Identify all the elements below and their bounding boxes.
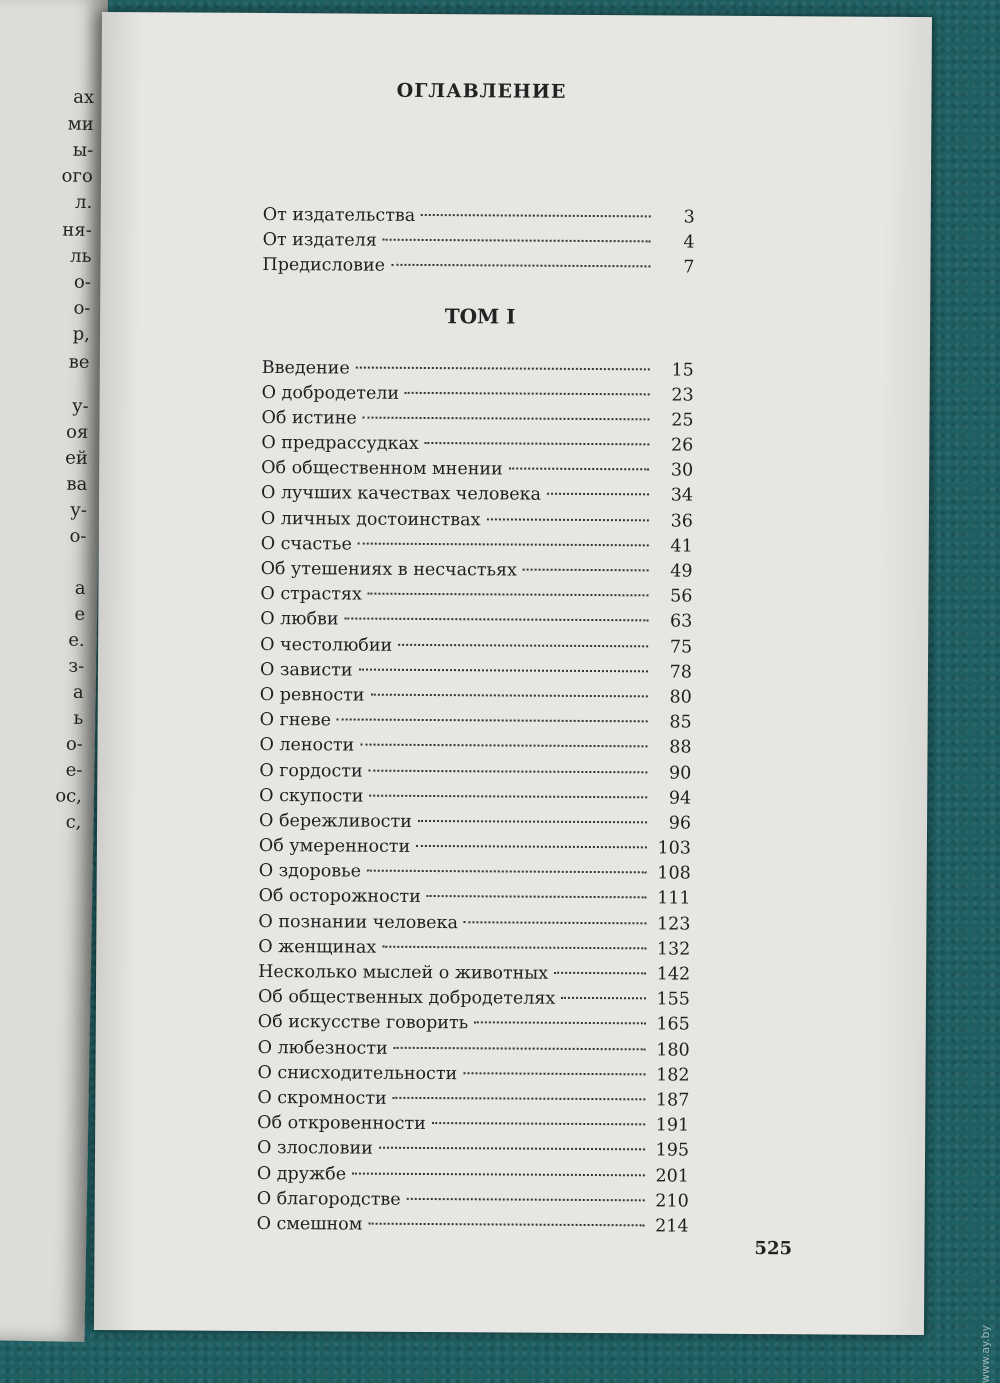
toc-entry-page: 56 [670, 586, 693, 607]
dot-leader [398, 626, 648, 647]
left-page-text-fragment: о- [69, 525, 87, 547]
dot-leader [368, 575, 649, 596]
toc-entry-page: 41 [670, 536, 693, 557]
dot-leader [379, 1130, 645, 1151]
left-page-text-fragment: ого [61, 165, 93, 187]
left-page-text-fragment: з- [68, 655, 85, 677]
dot-leader [363, 399, 650, 420]
toc-entry-title: Об общественном мнении [261, 458, 503, 480]
toc-entry-page: 30 [670, 460, 694, 481]
toc-entry-page: 191 [655, 1115, 690, 1136]
dot-leader [427, 878, 647, 899]
left-page-text-fragment: л. [74, 191, 93, 213]
dot-leader [352, 1155, 645, 1176]
toc-entry-title: Об общественных добродетелях [257, 987, 556, 1009]
toc-entry-page: 15 [671, 359, 694, 381]
dot-leader [356, 349, 650, 370]
toc-entry-page: 36 [670, 511, 693, 532]
toc-entry-title: О лучших качествах человека [261, 483, 542, 506]
toc-entry-page: 26 [671, 435, 694, 456]
toc-entry-page: 182 [656, 1065, 690, 1086]
toc-entry-page: 123 [656, 914, 691, 935]
toc-entry-title: О зависти [259, 659, 353, 681]
dot-leader [405, 374, 650, 395]
dot-leader [337, 701, 648, 722]
dot-leader [523, 551, 649, 571]
volume-toc [257, 353, 694, 1237]
toc-entry-page: 210 [655, 1191, 689, 1212]
toc-entry-title: Несколько мыслей о животных [258, 961, 549, 984]
left-page-text-fragment: а [72, 681, 84, 703]
toc-entry-title: О личных достоинствах [260, 508, 481, 530]
dot-leader [358, 525, 649, 546]
toc-entry-page: 94 [668, 788, 692, 809]
dot-leader [367, 852, 647, 873]
toc-entry-title: О смешном [256, 1213, 363, 1235]
toc-entry-title: Об истине [261, 407, 357, 429]
left-page-text-fragment: ве [68, 351, 90, 373]
dot-leader [370, 777, 648, 798]
toc-entry-title: О злословии [257, 1138, 373, 1159]
toc-entry-page: 103 [657, 838, 691, 859]
toc-entry-page: 187 [655, 1090, 690, 1111]
left-page-text-fragment: е- [65, 759, 83, 781]
dot-leader [393, 1079, 646, 1100]
left-page-text-fragment: о- [73, 297, 91, 319]
left-page-text-fragment: у- [71, 395, 89, 417]
left-page-text-fragment: с, [65, 811, 82, 833]
dot-leader [369, 752, 648, 773]
toc-entry-title: О скупости [259, 785, 364, 807]
toc-entry-title: О любезности [257, 1037, 388, 1059]
left-page-text-fragment: ей [65, 447, 89, 469]
left-page-text-fragment: у- [70, 499, 88, 521]
dot-leader [554, 954, 646, 974]
toc-entry [257, 1209, 689, 1237]
toc-entry-page: 201 [655, 1165, 689, 1187]
toc-entry-page: 75 [669, 637, 693, 658]
dot-leader [371, 676, 648, 697]
toc-entry-title: Введение [261, 357, 350, 379]
toc-entry-page: 111 [657, 888, 691, 910]
watermark: www.ay.by [979, 1325, 992, 1383]
toc-entry-title: О скромности [257, 1087, 387, 1109]
dot-leader [432, 1105, 646, 1126]
left-page-text-fragment: е. [68, 629, 85, 651]
toc-entry-page: 63 [669, 611, 693, 632]
toc-entry-page: 4 [683, 232, 695, 253]
left-page-text-fragment: ь [73, 707, 84, 729]
dot-leader [359, 651, 649, 672]
dot-leader [382, 928, 646, 949]
left-page-text-fragment: ы- [72, 139, 94, 161]
dot-leader [421, 196, 651, 217]
left-page-text-fragment: а [74, 577, 86, 599]
dot-leader [561, 980, 646, 1000]
left-page-edge [0, 0, 108, 1342]
toc-entry-title: О ревности [259, 684, 365, 706]
toc-entry [262, 250, 694, 278]
dot-leader [486, 500, 649, 520]
left-page-text-fragment: ми [67, 113, 94, 136]
dot-leader [463, 1054, 645, 1075]
dot-leader [418, 802, 647, 823]
toc-entry-page: 180 [656, 1039, 690, 1061]
toc-entry-page: 7 [683, 257, 695, 278]
toc-entry-title: О гневе [259, 710, 332, 731]
toc-entry-title: Об осторожности [258, 886, 421, 908]
toc-entry-title: О добродетели [261, 382, 400, 404]
page-number: 525 [754, 1238, 793, 1260]
left-page-text-fragment: ль [69, 245, 92, 267]
dot-leader [383, 221, 651, 242]
toc-entry-title: О женщинах [258, 936, 377, 958]
left-page-text-fragment: р, [72, 323, 91, 345]
dot-leader [368, 1205, 644, 1226]
toc-entry-page: 165 [656, 1014, 690, 1035]
dot-leader [360, 726, 647, 747]
toc-entry-title: О страстях [260, 584, 362, 605]
toc-entry-page: 88 [669, 737, 692, 758]
left-page-text-fragment: ва [66, 473, 88, 495]
toc-entry-title: От издательства [262, 204, 416, 226]
toc-entry-title: Об откровенности [257, 1113, 426, 1135]
toc-entry-page: 3 [683, 207, 695, 228]
left-page-text-fragment: оя [65, 421, 89, 443]
page-title: ОГЛАВЛЕНИЕ [396, 79, 567, 103]
dot-leader [547, 476, 649, 496]
dot-leader [391, 246, 651, 267]
toc-entry-title: О предрассудках [261, 433, 419, 455]
toc-entry-page: 142 [656, 964, 691, 985]
intro-toc [262, 200, 694, 278]
toc-entry-page: 195 [655, 1140, 690, 1161]
volume-title: ТОМ I [444, 304, 516, 329]
toc-entry-title: Об искусстве говорить [257, 1012, 469, 1034]
toc-entry-title: Об умеренности [258, 836, 411, 857]
toc-entry-page: 96 [668, 813, 692, 834]
left-page-text-fragment: е [74, 603, 86, 625]
toc-entry-title: О бережливости [259, 810, 412, 832]
dot-leader [509, 450, 650, 470]
toc-entry-title: О снисходительности [257, 1062, 458, 1084]
dot-leader [407, 1180, 645, 1201]
toc-entry-title: Предисловие [262, 254, 386, 276]
toc-entry-page: 90 [669, 762, 692, 784]
left-page-text-fragment: о- [65, 733, 84, 755]
toc-entry-page: 34 [670, 485, 694, 507]
left-page-text-fragment: ах [73, 86, 95, 109]
dot-leader [464, 903, 647, 924]
left-page-text-fragment: ня- [62, 219, 93, 241]
left-page-text-fragment: ос, [55, 785, 83, 807]
toc-entry-page: 108 [657, 863, 691, 884]
toc-entry-title: О счастье [260, 533, 352, 555]
toc-entry-title: О дружбе [256, 1163, 347, 1185]
toc-entry-page: 80 [669, 687, 692, 708]
dot-leader [416, 827, 647, 848]
toc-entry-title: О любви [260, 609, 339, 630]
toc-entry-page: 132 [656, 939, 691, 960]
toc-entry-page: 49 [670, 561, 693, 582]
toc-entry-page: 23 [671, 385, 694, 406]
toc-entry-page: 85 [669, 712, 692, 733]
toc-entry-title: О лености [259, 735, 355, 756]
toc-entry-title: О познании человека [258, 911, 458, 933]
dot-leader [474, 1004, 646, 1025]
toc-entry-page: 78 [669, 662, 693, 683]
toc-entry-title: О благородстве [256, 1188, 401, 1210]
dot-leader [345, 600, 649, 621]
toc-entry-page: 214 [655, 1216, 689, 1237]
toc-entry-title: От издателя [262, 229, 377, 251]
toc-entry-page: 155 [656, 989, 691, 1010]
toc-entry-title: Об утешениях в несчастьях [260, 558, 518, 581]
book-page [94, 12, 932, 1335]
toc-entry-title: О гордости [259, 760, 363, 782]
toc-entry-page: 25 [671, 410, 694, 431]
toc-entry-title: О честолюбии [260, 634, 393, 656]
dot-leader [394, 1029, 646, 1050]
dot-leader [425, 425, 650, 446]
left-page-text-fragment: о- [73, 271, 92, 293]
toc-entry-title: О здоровье [258, 861, 362, 882]
